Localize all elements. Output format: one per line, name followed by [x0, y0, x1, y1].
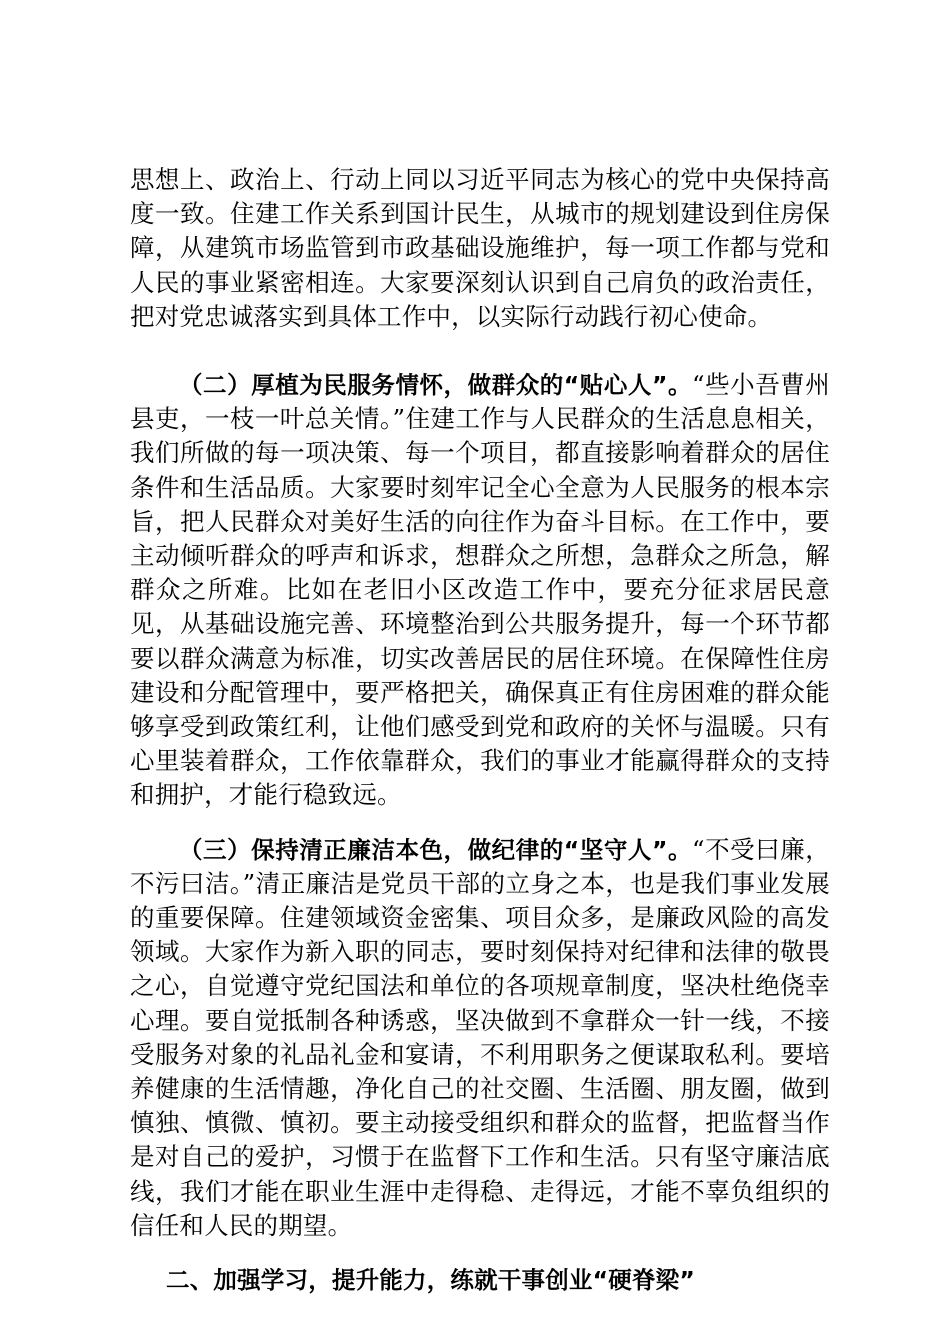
section-integrity [130, 833, 830, 1243]
chapter-heading-study: 二、加强学习，提升能力，练就干事创业“硬脊梁” [166, 1266, 695, 1295]
paragraph-gap [130, 813, 830, 833]
section-heading-serve-people: （二）厚植为民服务情怀，做群众的“贴心人”。 [179, 371, 693, 400]
paragraph-gap [130, 1243, 830, 1263]
paragraph-gap [130, 334, 830, 368]
paragraph-political-alignment: 思想上、政治上、行动上同以习近平同志为核心的党中央保持高度一致。住建工作关系到国计民生，从城市的规划建设到住房保障，从建筑市场监管到市政基础设施维护，每一项工作都与党和人民的事业紧密相连。大家要深刻认识到自己肩负的政治责任，把对党忠诚落实到具体工作中，以实际行动践行初心使命。 [130, 165, 830, 331]
section-heading-integrity: （三）保持清正廉洁本色，做纪律的“坚守人”。 [179, 835, 693, 864]
document-page [130, 163, 830, 1297]
section-body-integrity: “不受曰廉，不污曰洁。”清正廉洁是党员干部的立身之本，也是我们事业发展的重要保障。住建领域资金密集、项目众多，是廉政风险的高发领域。大家作为新入职的同志，要时刻保持对纪律和法律的敬畏之心，自觉遵守党纪国法和单位的各项规章制度，坚决杜绝侥幸心理。要自觉抵制各种诱惑，坚决做到不拿群众一针一线，不接受服务对象的礼品礼金和宴请，不利用职务之便谋取私利。要培养健康的生活情趣，净化自己的社交圈、生活圈、朋友圈，做到慎独、慎微、慎初。要主动接受组织和群众的监督，把监督当作是对自己的爱护，习惯于在监督下工作和生活。只有坚守廉洁底线，我们才能在职业生涯中走得稳、走得远，才能不辜负组织的信任和人民的期望。 [130, 834, 830, 1240]
section-body-serve-people: “些小吾曹州县吏，一枝一叶总关情。”住建工作与人民群众的生活息息相关，我们所做的每一项决策、每一个项目，都直接影响着群众的居住条件和生活品质。大家要时刻牢记全心全意为人民服务的根本宗旨，把人民群众对美好生活的向往作为奋斗目标。在工作中，要主动倾听群众的呼声和诉求，想群众之所想，急群众之所急，解群众之所难。比如在老旧小区改造工作中，要充分征求居民意见，从基础设施完善、环境整治到公共服务提升，每一个环节都要以群众满意为标准，切实改善居民的居住环境。在保障性住房建设和分配管理中，要严格把关，确保真正有住房困难的群众能够享受到政策红利，让他们感受到党和政府的关怀与温暖。只有心里装着群众，工作依靠群众，我们的事业才能赢得群众的支持和拥护，才能行稳致远。 [130, 370, 830, 810]
section-serve-people [130, 368, 830, 813]
